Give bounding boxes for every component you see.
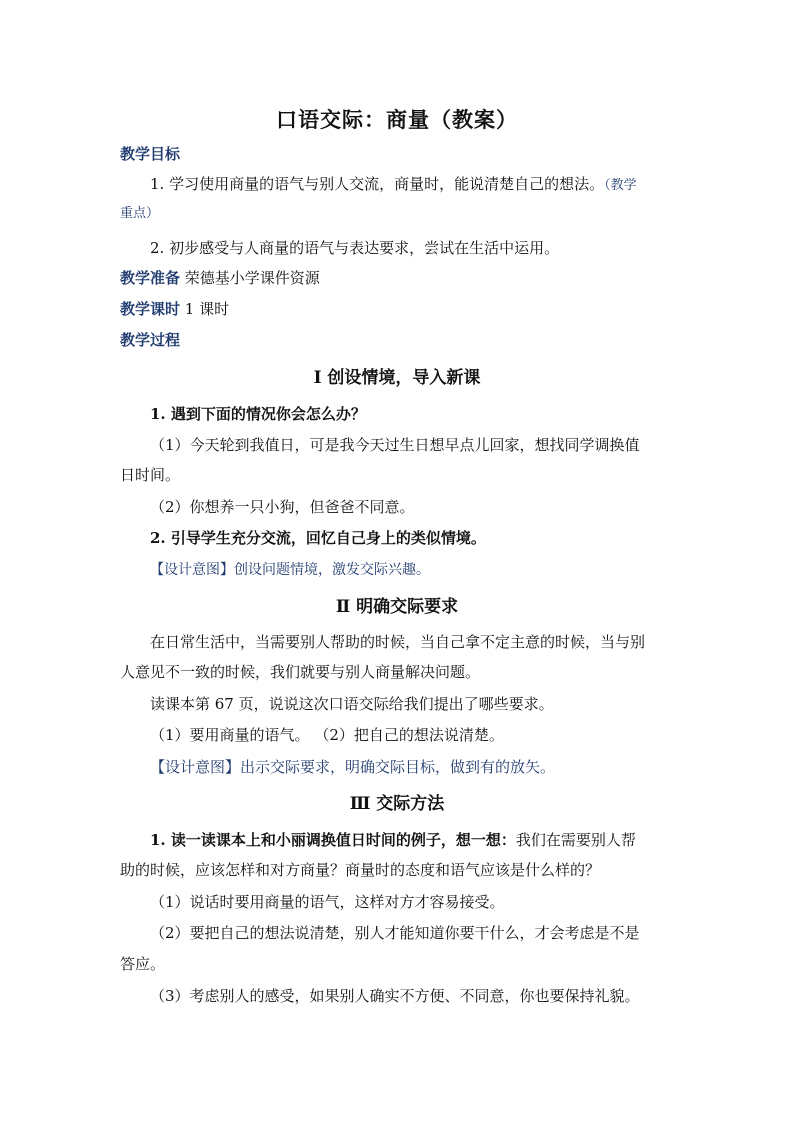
- part-2-intent-text: 出示交际要求，明确交际目标，做到有的放矢。: [240, 758, 556, 776]
- prep-value: 荣德基小学课件资源: [184, 269, 320, 287]
- part-1-question-1: 1. 遇到下面的情况你会怎么办？: [150, 405, 366, 423]
- part-1-case-1-b: 日时间。: [120, 466, 181, 484]
- part-3-question-bold: 1. 读一读课本上和小丽调换值日时间的例子，想一想：: [150, 831, 516, 849]
- goal-1: [150, 174, 637, 196]
- part-3-question-rest: 我们在需要别人帮: [515, 831, 636, 849]
- part-3-method-2-b: 答应。: [120, 955, 166, 973]
- goal-1-note-a: （教学: [604, 178, 637, 193]
- part-1-design-intent: 【设计意图】创设问题情境，激发交际兴趣。: [150, 562, 430, 578]
- part-3-heading: Ⅲ 交际方法: [349, 794, 445, 814]
- part-2-intent-label: 【设计意图】: [150, 758, 241, 776]
- part-2-design-intent: [150, 757, 555, 777]
- part-3-method-2-a: （2）要把自己的想法说清楚，别人才能知道你要干什么，才会考虑是不是: [150, 924, 640, 942]
- part-3-method-1: （1）说话时要用商量的语气，这样对方才容易接受。: [150, 893, 505, 911]
- part-1-case-1-a: （1）今天轮到我值日，可是我今天过生日想早点儿回家，想找同学调换值: [150, 436, 640, 454]
- part-3-method-3: （3）考虑别人的感受，如果别人确实不方便、不同意，你也要保持礼貌。: [150, 987, 640, 1005]
- hours-label: 教学课时: [120, 300, 181, 318]
- part-2-requirements: （1）要用商量的语气。 （2）把自己的想法说清楚。: [150, 726, 504, 744]
- goal-1-text: 1. 学习使用商量的语气与别人交流，商量时，能说清楚自己的想法。: [150, 175, 605, 193]
- part-2-paragraph-1-a: 在日常生活中，当需要别人帮助的时候，当自己拿不定主意的时候，当与别: [150, 633, 646, 651]
- part-2-paragraph-2: 读课本第 67 页，说说这次口语交际给我们提出了哪些要求。: [150, 695, 554, 713]
- process-label: 教学过程: [120, 331, 181, 349]
- part-3-question-1-c: 助的时候，应该怎样和对方商量？商量时的态度和语气应该是什么样的？: [120, 861, 601, 879]
- part-2-paragraph-1-b: 人意见不一致的时候，我们就要与别人商量解决问题。: [120, 663, 481, 681]
- part-2-heading: Ⅱ 明确交际要求: [335, 597, 459, 617]
- part-1-heading: Ⅰ 创设情境，导入新课: [313, 368, 481, 388]
- prep-label: 教学准备: [120, 269, 181, 287]
- part-1-question-2: 2. 引导学生充分交流，回忆自己身上的类似情境。: [150, 529, 486, 547]
- prep-row: [120, 268, 320, 288]
- hours-row: [120, 299, 229, 319]
- goals-label: 教学目标: [120, 145, 181, 163]
- hours-value: 1 课时: [184, 300, 230, 318]
- page-title: 口语交际：商量（教案）: [276, 107, 518, 132]
- part-3-question-1-a: [150, 830, 636, 850]
- part-1-case-2: （2）你想养一只小狗，但爸爸不同意。: [150, 498, 415, 516]
- goal-2: 2. 初步感受与人商量的语气与表达要求，尝试在生活中运用。: [150, 239, 560, 257]
- goal-1-note-b: 重点）: [120, 206, 160, 221]
